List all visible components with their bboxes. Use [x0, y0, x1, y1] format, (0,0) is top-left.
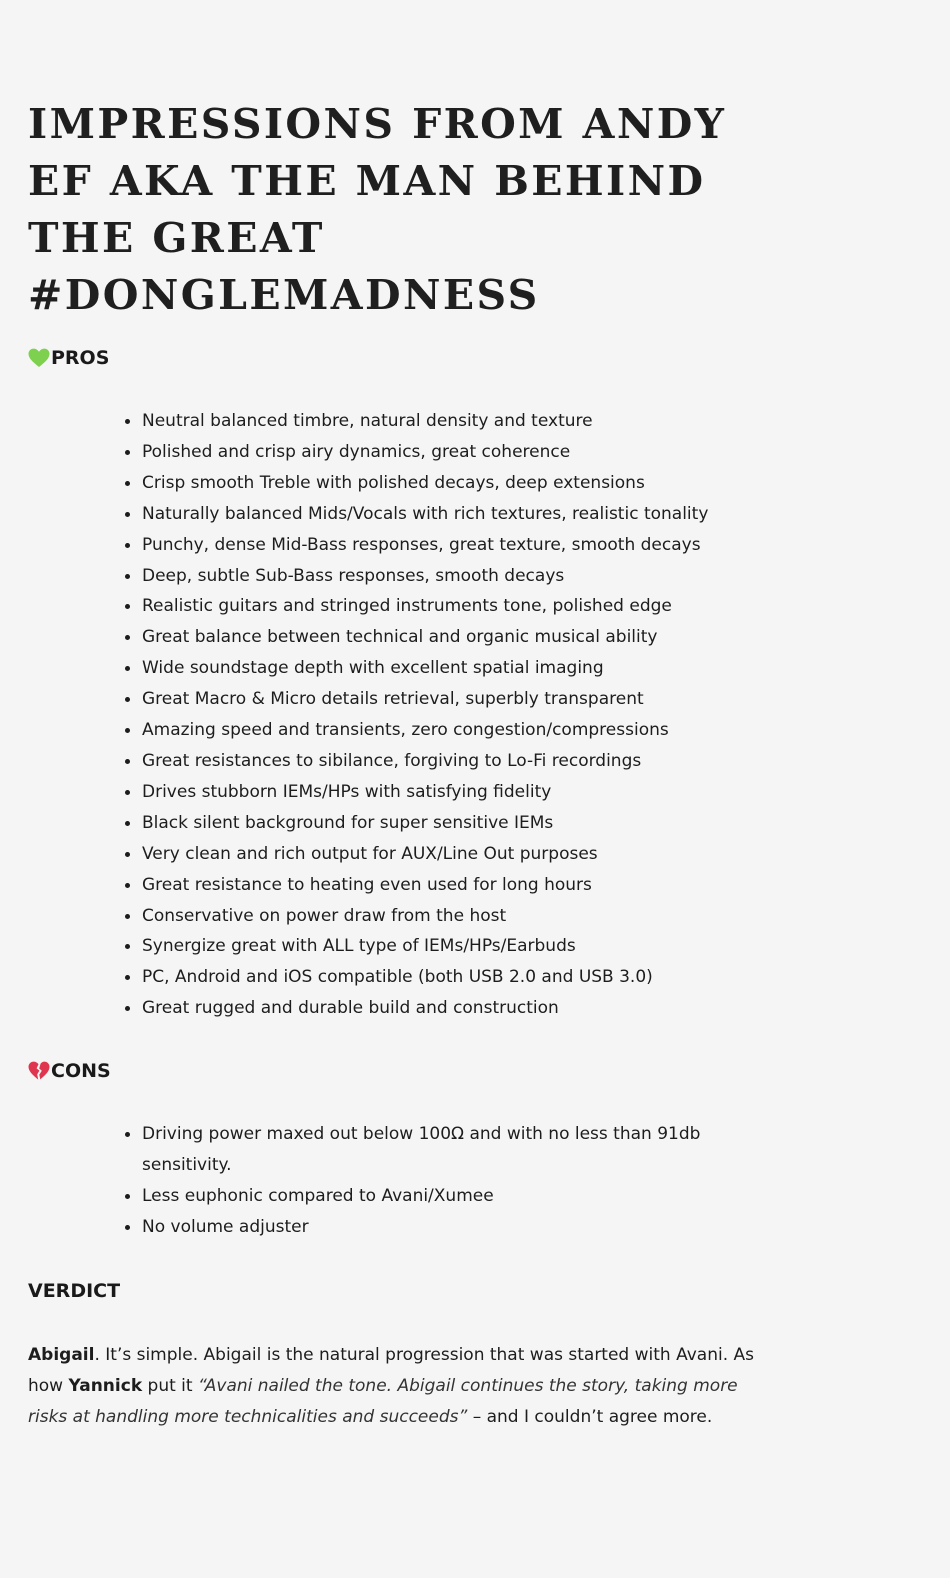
- cons-list-item: Less euphonic compared to Avani/Xumee: [0, 1181, 760, 1212]
- pros-list-item: Black silent background for super sensitive IEMs: [0, 808, 760, 839]
- verdict-paragraph: [28, 1340, 763, 1433]
- pros-list-item: PC, Android and iOS compatible (both USB 2.0 and USB 3.0): [0, 962, 760, 993]
- pros-list: [0, 406, 760, 1024]
- pros-list-item: Amazing speed and transients, zero congestion/compressions: [0, 715, 760, 746]
- pros-list-item: Very clean and rich output for AUX/Line Out purposes: [0, 839, 760, 870]
- verdict-text-2: put it: [142, 1376, 198, 1396]
- pros-list-item: Wide soundstage depth with excellent spatial imaging: [0, 653, 760, 684]
- cons-list: [0, 1119, 760, 1243]
- pros-list-item: Synergize great with ALL type of IEMs/HPs/Earbuds: [0, 931, 760, 962]
- pros-heading: [28, 346, 109, 370]
- verdict-name-abigail: Abigail: [28, 1345, 95, 1365]
- pros-list-item: Punchy, dense Mid-Bass responses, great texture, smooth decays: [0, 530, 760, 561]
- pros-list-item: Naturally balanced Mids/Vocals with rich textures, realistic tonality: [0, 499, 760, 530]
- pros-heading-label: PROS: [51, 347, 110, 369]
- page-title: IMPRESSIONS FROM ANDY EF AKA THE MAN BEHIND THE GREAT #DONGLEMADNESS: [28, 100, 727, 319]
- pros-list-item: Deep, subtle Sub-Bass responses, smooth decays: [0, 561, 760, 592]
- pros-list-item: Great Macro & Micro details retrieval, superbly transparent: [0, 684, 760, 715]
- verdict-name-yannick: Yannick: [68, 1376, 143, 1396]
- verdict-text-1: . It’s simple. Abigail is the natural progression that was started with Avani. As how: [28, 1345, 754, 1396]
- pros-list-item: Conservative on power draw from the host: [0, 901, 760, 932]
- pros-list-item: Neutral balanced timbre, natural density and texture: [0, 406, 760, 437]
- broken-heart-icon: [28, 1061, 50, 1081]
- pros-list-item: Polished and crisp airy dynamics, great coherence: [0, 437, 760, 468]
- verdict-text-3: – and I couldn’t agree more.: [467, 1407, 713, 1427]
- pros-list-item: Crisp smooth Treble with polished decays, deep extensions: [0, 468, 760, 499]
- cons-list-item: No volume adjuster: [0, 1212, 760, 1243]
- verdict-heading: VERDICT: [28, 1280, 121, 1302]
- pros-list-item: Realistic guitars and stringed instruments tone, polished edge: [0, 591, 760, 622]
- green-heart-icon: [28, 348, 50, 368]
- pros-list-item: Great balance between technical and organic musical ability: [0, 622, 760, 653]
- cons-list-item: Driving power maxed out below 100Ω and with no less than 91db sensitivity.: [0, 1119, 760, 1181]
- verdict-quote: “Avani nailed the tone. Abigail continues the story, taking more risks at handling more technicalities and succeeds”: [28, 1376, 738, 1427]
- pros-list-item: Great resistances to sibilance, forgiving to Lo-Fi recordings: [0, 746, 760, 777]
- pros-list-item: Great rugged and durable build and construction: [0, 993, 760, 1024]
- pros-list-item: Drives stubborn IEMs/HPs with satisfying fidelity: [0, 777, 760, 808]
- pros-list-item: Great resistance to heating even used for long hours: [0, 870, 760, 901]
- cons-heading-label: CONS: [51, 1060, 111, 1082]
- cons-heading: [28, 1059, 111, 1083]
